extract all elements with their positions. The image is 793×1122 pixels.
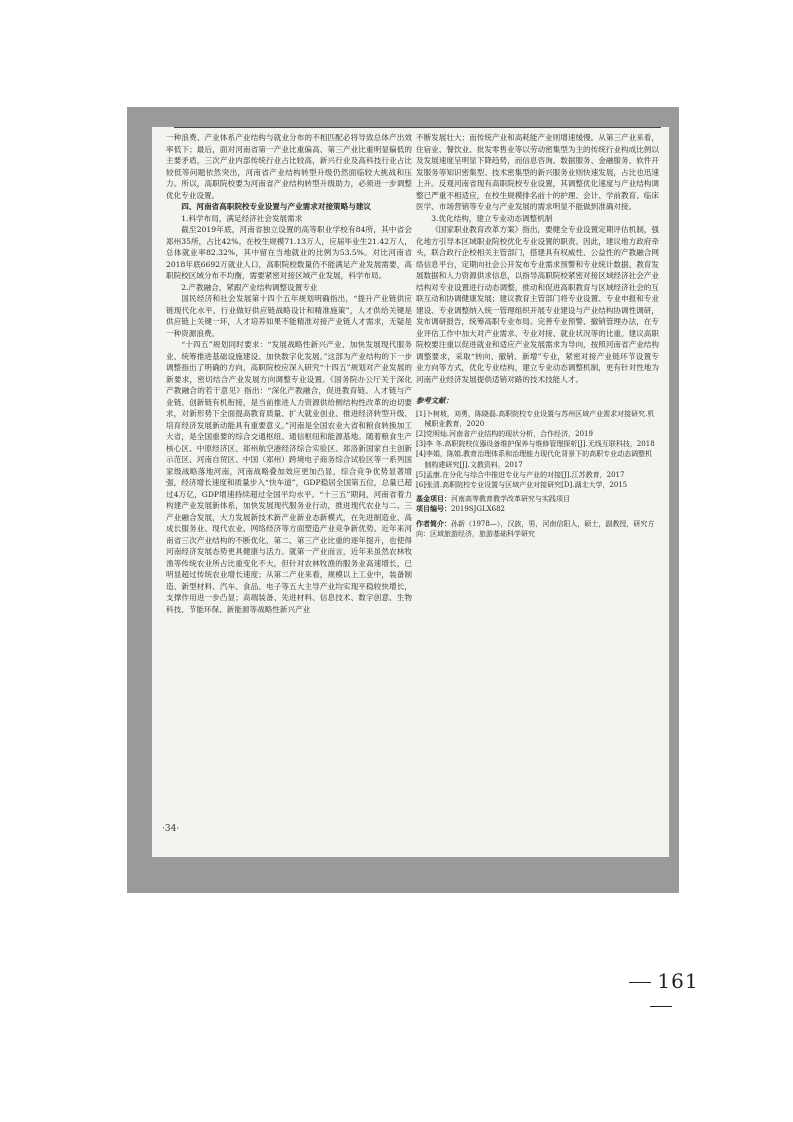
author-info (416, 519, 659, 539)
header-rule (174, 127, 661, 128)
references-title: 参考文献： (416, 396, 453, 405)
project-number: 2019SJGLX682 (451, 505, 506, 514)
paragraph: 《国家职业教育改革方案》指出，要健全专业设置定期评估机制，强化地方引导本区域职业院校优化专业设置的职责。因此，建议地方政府牵头，联合政行企校相关主管部门，搭建具有权威性、公益性的产教融合网络信息平台，定期向社会公开发布专业需求预警和专业统计数据、教育发展数据和人力资源供求信息，以指导高职院校紧密对接区域经济社会产业结构对专业设置进行动态调整，推动和促进高职教育与区域经济社会的互联互动和协调健康发展；建议教育主管部门将专业设置、专业申报和专业建设、专业调整纳入统一管理组织开展专业建设与产业结构协调性调研，发布调研报告，统筹高职专业布局。完善专业预警、撤销管理办法，在专业评估工作中加大对产业需求、专业对接、就业状况等的比重。建议高职院校要注重以促进就业和适应产业发展需求为导向，按照河南省产业结构调整要求，采取“转向、撤销、新增”专业，紧密对接产业链环节设置专业方向等方式，优化专业结构，建立专业动态调整机制，更有针对性地为河南产业经济发展提供适销对路的技术技能人才。 (416, 225, 659, 384)
paragraph: 国民经济和社会发展第十四个五年规划明确指出，“提升产业链供应链现代化水平，行业做好供应链战略设计和精准施策”，人才供给关键是供应链上关键一环，人才培养如果不能精准对接产业链人才需求，无疑是一种资源浪费。 (166, 294, 412, 338)
right-column (416, 132, 659, 632)
page-number: 161 (657, 969, 699, 993)
reference-item: [6]张清.高职院校专业设置与区域产业对接研究[D].湖北大学，2015 (416, 480, 628, 489)
project-label: 项目编号： (416, 504, 451, 514)
author-text: 孙新（1978—），汉族，男，河南信阳人，硕士，副教授，研究方向：区域旅游经济，旅游基础科学研究 (416, 519, 655, 538)
left-column (166, 132, 412, 692)
fund-label: 基金项目： (416, 494, 451, 504)
page-number-block (611, 969, 711, 1017)
reference-item: [3]李 冬.高职院校仪器设备维护保养与维修管理探析[J].无线互联科技，2018 (416, 440, 655, 449)
paragraph: “十四五”规划同时要求：“发展战略性新兴产业、加快发展现代服务业、统筹推进基础设施建设、加快数字化发展。”这部为产业结构的下一步调整指出了明确的方向，高职院校应深入研究“十四五”规划对产业发展的新要求，密切结合产业发展方向调整专业设置。《国务院办公厅关于深化产教融合的若干意见》指出：“深化产教融合，促进教育链、人才链与产业链、创新链有机衔接，是当前推进人力资源供给侧结构性改革的迫切要求，对新形势下全面提高教育质量、扩大就业创业、推进经济转型升级、培育经济发展新动能具有重要意义。”河南是全国农业大省和粮食转换加工大省，是全国重要的综合交通枢纽、通信枢纽和能源基地。随着粮食生产核心区、中原经济区、郑州航空港经济综合实验区、郑洛新国家自主创新示范区、河南自贸区、中国（郑州）跨境电子商务综合试验区等一系列国家级战略落地河南，河南战略叠加效应更加凸显，综合竞争优势显著增强，经济增长速度和质量步入“快车道”，GDP稳居全国第五位，总量已超过4万亿，GDP增速持续超过全国平均水平。“十三五”期间，河南省着力构建产业发展新体系，加快发展现代服务业行动，推进现代农业与二、三产业融合发展，大力发展新技术新产业新业态新模式，在先进制造业、高成长服务业、现代农业、网络经济等方面塑造产业竞争新优势。近年来河南省三次产业结构的不断优化，第二、第三产业比重的逐年提升，也使得河南经济发展态势更具健康与活力。就第一产业而言，近年来虽然农林牧渔等传统农业所占比重变化不大，但针对农林牧渔的服务业高速增长，已明显超过传统农业增长速度；从第二产业来看，规模以上工业中，装备制造、新型材料、汽车、食品、电子等五大主导产业均实现平稳较快增长，支撑作用进一步凸显；高端装备、先进材料、信息技术、数字创意、生物科技、节能环保、新能源等战略性新兴产业 (166, 340, 412, 614)
reference-item: [2]党明灿.河南省产业结构的现状分析，合作经济，2019 (416, 429, 593, 438)
fund-text: 河南高等教育教学改革研究与实践项目 (451, 495, 570, 504)
subsection-heading: 1.科学布局，满足经济社会发展需求 (181, 213, 303, 223)
right-dash (650, 1006, 672, 1007)
paragraph: 一种浪费、产业体系产业结构与就业分布的不相匹配必将导致总体产出效率低下；最后，面对河南省第一产业比重偏高、第三产业比重明显偏低的主要矛盾，三次产业内部传统行业占比较高，新兴行业及高科技行业占比较低等问题依然突出，河南省产业结构转型升级仍然面临较大挑战和压力。所以，高职院校要为河南省产业结构转型升级助力，必须进一步调整优化专业设置。 (166, 133, 412, 200)
reference-item: [5]孟康.在分化与综合中推进专业与产业的对接[J].江苏教育，2017 (416, 470, 625, 479)
author-label: 作者简介： (416, 518, 451, 528)
paragraph: 截至2019年底，河南省独立设置的高等职业学校有84所，其中省会郑州35所，占比42%。在校生规模71.13万人，应届毕业生21.42万人，总体就业率82.32%，其中留在当地就业的比例为53.5%。对比河南省2018年底6692万就业人口，高职院校数量仍不能满足产业发展需要，高职院校区域分布不均衡，需要紧密对接区域产业发展，科学布局。 (166, 225, 412, 280)
reference-item: [4]李娟，陈娟.教育治理体系和治理能力现代化背景下的高职专业动态调整机制构建研究[J].文教资料，2017 (416, 450, 653, 469)
article-page (152, 127, 669, 857)
folio-number: ·34· (162, 824, 180, 834)
subsection-heading: 3.优化结构，建立专业动态调整机制 (431, 213, 553, 223)
paragraph: 不断发展壮大；而传统产业和高耗能产业则增速缓慢。从第三产业来看，住宿业、餐饮业、批发零售业等以劳动密集型为主的传统行业构成比例以及发展速度呈明显下降趋势，而信息咨询、数据服务、金融服务、软件开发服务等知识密集型、技术密集型的新兴服务业则快速发展，占比也迅速上升。反观河南省现有高职院校专业设置，其调整优化速度与产业结构调整已严重不相适应，在校生规模排名前十的护理、会计、学前教育、临床医学、市场营销等专业与产业发展的需求明显不能做到准确对接。 (416, 133, 659, 211)
fund-info (416, 494, 659, 514)
subsection-heading: 2.产教融合，紧跟产业结构调整设置专业 (181, 282, 318, 292)
section-heading: 四、河南省高职院校专业设置与产业需求对接策略与建议 (181, 202, 372, 211)
left-dash (629, 982, 651, 983)
reference-item: [1]卜树坡，刘勇，陈晓磊.高职院校专业设置与苏州区域产业需求对接研究.机械职业教育，2020 (416, 409, 655, 428)
